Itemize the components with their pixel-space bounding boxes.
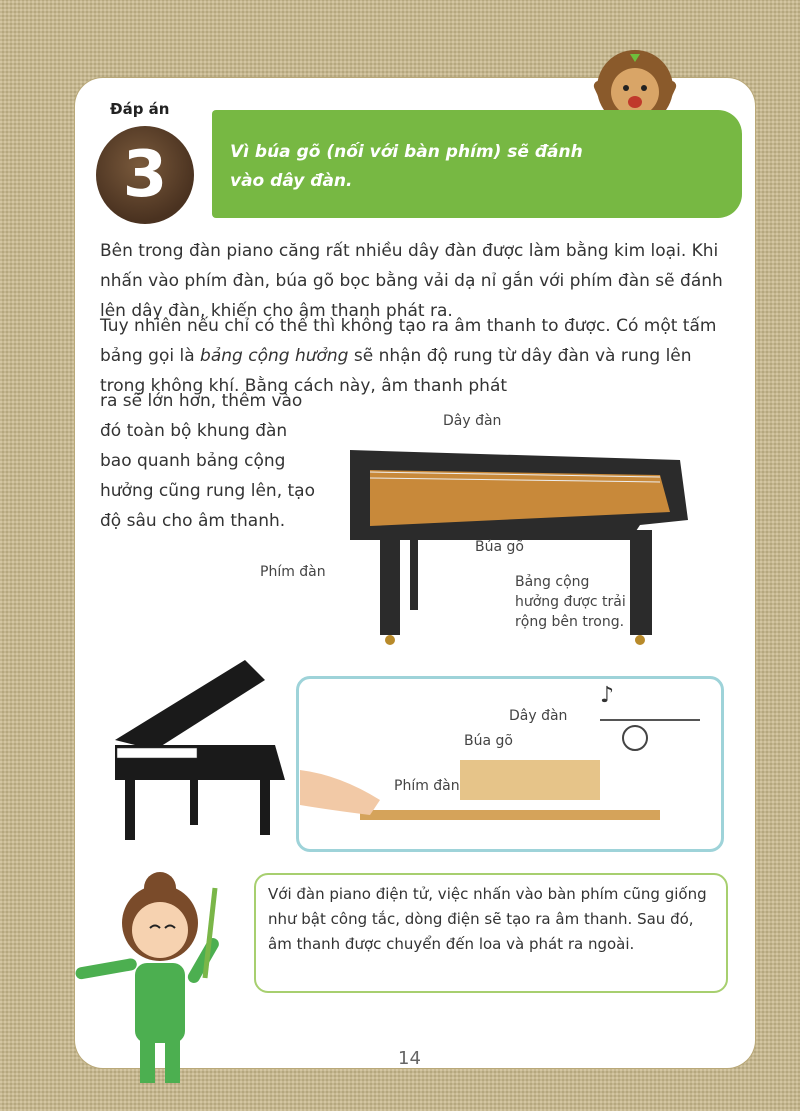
grand-piano-illustration (95, 650, 295, 850)
svg-text:♪: ♪ (600, 683, 615, 708)
soundboard-term: bảng cộng hưởng (200, 346, 349, 366)
answer-label: Đáp án (110, 100, 170, 118)
paragraph-1: Bên trong đàn piano căng rất nhiều dây đàn được làm bằng kim loại. Khi nhấn vào phím đàn, búa gõ bọc bằng vải dạ nỉ gắn với phím đàn sẽ đánh lên dây đàn, khiến cho âm thanh phát ra. (100, 241, 723, 321)
answer-text: Vì búa gõ (nối với bàn phím) sẽ đánh vào dây đàn. (230, 142, 583, 191)
paragraph-2: Tuy nhiên nếu chỉ có thế thì không tạo ra âm thanh to được. Có một tấm bảng gọi là bảng cộng hưởng sẽ nhận độ rung từ dây đàn và rung lên trong không khí. Bằng cách này, âm thanh phát (100, 316, 717, 396)
piano-action-illustration (300, 680, 715, 842)
label-key: Phím đàn (260, 564, 326, 580)
tip-text: Với đàn piano điện tử, việc nhấn vào bàn phím cũng giống như bật công tắc, dòng điện sẽ tạo ra âm thanh. Sau đó, âm thanh được chuyển đến loa và phát ra ngoài. (268, 885, 707, 953)
label-soundboard: Bảng cộng hưởng được trải rộng bên trong. (515, 574, 626, 630)
label-hammer: Búa gõ (475, 539, 524, 555)
girl-mascot-illustration (65, 868, 255, 1098)
detail-label-key: Phím đàn (394, 778, 460, 794)
detail-label-strings: Dây đàn (509, 708, 568, 724)
page-number: 14 (398, 1048, 421, 1069)
answer-number-badge: 3 (96, 126, 194, 224)
paragraph-3: ra sẽ lớn hơn, thêm vào đó toàn bộ khung đàn bao quanh bảng cộng hưởng cũng rung lên, tạo độ sâu cho âm thanh. (100, 391, 315, 531)
label-strings: Dây đàn (443, 413, 502, 429)
detail-label-hammer: Búa gõ (464, 733, 513, 749)
